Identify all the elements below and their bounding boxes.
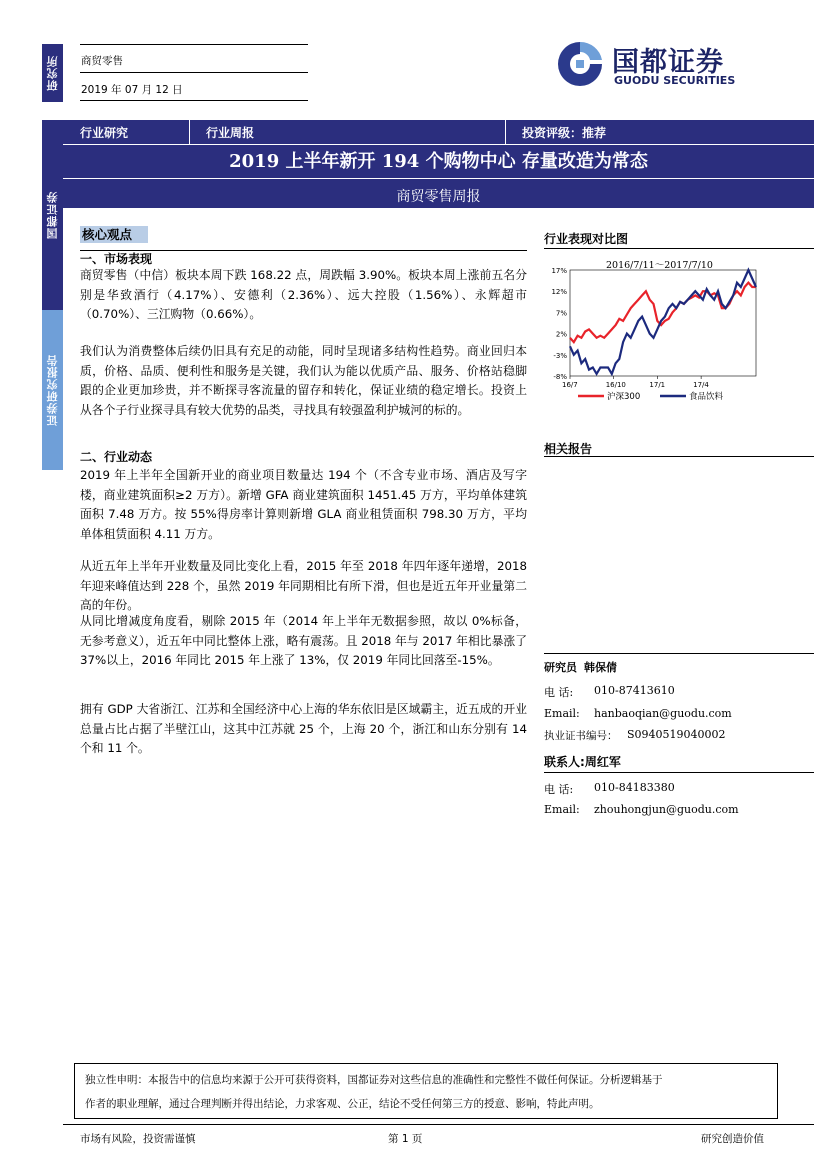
report-type-industry: 行业研究 [80, 126, 129, 140]
contact-name: 周红军 [584, 755, 621, 769]
footer-page-number: 第 1 页 [388, 1133, 423, 1145]
section-market-title: 一、市场表现 [80, 252, 153, 266]
legend-label-2: 食品饮料 [689, 392, 724, 402]
header-industry: 商贸零售 [81, 55, 123, 67]
section-dynamics-title: 二、行业动态 [80, 450, 153, 464]
contact-tel-label: 电 话: [544, 783, 574, 796]
side-tab-research: 研究所 [42, 44, 63, 102]
report-subtitle: 商贸零售周报 [396, 189, 481, 205]
analyst-name: 韩保倩 [584, 661, 617, 674]
header-rule-bottom [80, 100, 308, 101]
y-tick-label: 2% [555, 330, 567, 339]
disclaimer-line-1: 独立性申明：本报告中的信息均来源于公开可获得资料，国都证券对这些信息的准确性和完整性不做任何保证。分析逻辑基于 [85, 1074, 663, 1086]
analyst-cert-label: 执业证书编号： [544, 730, 618, 742]
related-rule [544, 456, 814, 457]
nav-separator [505, 120, 506, 144]
legend-label-1: 沪深300 [607, 392, 641, 402]
core-view-heading: 核心观点 [80, 226, 148, 243]
footer-rule [63, 1124, 814, 1125]
side-tab-company: 国都证券 [42, 120, 63, 310]
header-rule-mid [80, 72, 308, 73]
analyst-tel-label: 电 话: [544, 686, 574, 699]
analyst-email[interactable]: hanbaoqian@guodu.com [594, 707, 732, 720]
y-tick-label: 17% [551, 267, 567, 275]
analyst-email-label: Email: [544, 707, 580, 720]
analyst-role-line [544, 659, 617, 675]
header-date: 2019 年 07 月 12 日 [81, 84, 183, 96]
investment-rating: 投资评级：推荐 [522, 126, 607, 140]
report-title: 2019 上半年新开 194 个购物中心 存量改造为常态 [229, 151, 648, 172]
footer-risk-note: 市场有风险，投资需谨慎 [80, 1133, 196, 1145]
y-tick-label: -8% [553, 373, 567, 381]
header-rule-top [80, 44, 308, 45]
perf-chart-heading: 行业表现对比图 [544, 232, 629, 246]
contact-role-line [544, 753, 621, 770]
perf-chart-range: 2016/7/11～2017/7/10 [606, 260, 713, 271]
y-tick-label: 12% [551, 288, 567, 297]
contact-role: 联系人: [544, 755, 585, 769]
disclaimer-box [74, 1063, 778, 1119]
x-tick-label: 17/1 [649, 381, 666, 389]
title-rule [63, 178, 814, 179]
perf-chart [544, 262, 764, 412]
disclaimer-line-2: 作者的职业理解，通过合理判断并得出结论，力求客观、公正，结论不受任何第三方的授意、影响，特此声明。 [85, 1098, 600, 1110]
contact-tel: 010-84183380 [594, 781, 675, 794]
contact-email[interactable]: zhouhongjun@guodu.com [594, 803, 739, 816]
analyst-tel: 010-87413610 [594, 684, 675, 697]
logo-en: GUODU SECURITIES [614, 74, 736, 87]
dynamics-paragraph-3: 从同比增减度角度看，剔除 2015 年（2014 年上半年无数据参照，故以 0%标备，无参考意义），近五年中同比整体上涨，略有震荡。且 2018 年与 2017 年相比暴涨了 37%以上，2016 年同比 2015 年上涨了 13%，仅 2019 年同比回落至-15%。 [80, 614, 527, 667]
series-line-1 [570, 283, 756, 342]
analyst-rule [544, 653, 814, 654]
x-tick-label: 16/10 [605, 381, 626, 389]
analyst-role: 研究员 [544, 661, 577, 674]
y-tick-label: -3% [553, 351, 567, 360]
y-tick-label: 7% [555, 309, 567, 318]
nav-separator [189, 120, 190, 144]
x-tick-label: 17/4 [693, 381, 709, 389]
related-reports-heading: 相关报告 [544, 442, 593, 456]
company-logo [554, 36, 764, 92]
report-type-weekly: 行业周报 [206, 126, 255, 140]
analyst-cert: S0940519040002 [627, 728, 726, 741]
perf-chart-rule [544, 248, 814, 249]
dynamics-paragraph-2: 从近五年上半年开业数量及同比变化上看，2015 年至 2018 年四年逐年递增，2018 年迎来峰值达到 228 个，虽然 2019 年同期相比有所下滑，但也是近五年开业量第二高的年份。 [80, 559, 527, 612]
logo-mark-icon [554, 38, 606, 90]
footer-slogan: 研究创造价值 [701, 1133, 764, 1145]
title-band [63, 120, 814, 208]
logo-cn: 国都证券 [612, 47, 724, 78]
contact-rule [544, 772, 814, 773]
side-tab-report: 证券研究报告 [42, 310, 63, 470]
contact-email-label: Email: [544, 803, 580, 816]
dynamics-paragraph-4: 拥有 GDP 大省浙江、江苏和全国经济中心上海的华东依旧是区域霸主，近五成的开业总量占比占据了半壁江山，这其中江苏就 25 个，上海 20 个，浙江和山东分别有 14 个和 11 个。 [80, 702, 527, 755]
x-tick-label: 16/7 [562, 381, 578, 389]
report-type-row [63, 120, 814, 145]
dynamics-paragraph-1: 2019 年上半年全国新开业的商业项目数量达 194 个（不含专业市场、酒店及写字楼，商业建筑面积≥2 万方）。新增 GFA 商业建筑面积 1451.45 万方，平均单体建筑面积 7.48 万方。按 55%得房率计算则新增 GLA 商业租赁面积 798.30 万方，平均单体租赁面积 4.11 万方。 [80, 468, 527, 541]
market-paragraph-2: 我们认为消费整体后续仍旧具有充足的动能，同时呈现诸多结构性趋势。商业回归本质，价格、品质、便利性和服务是关键，我们认为能以优质产品、服务、价格站稳脚跟的企业更加珍贵，并不断探寻客流量的留存和转化，保证业绩的稳定增长。投资上从各个子行业探寻具有较大优势的品类，寻找具有较强盈利护城河的标的。 [80, 344, 527, 417]
market-paragraph-1: 商贸零售（中信）板块本周下跌 168.22 点，周跌幅 3.90%。板块本周上涨前五名分别是华致酒行（4.17%）、安德利（2.36%）、远大控股（1.56%）、永辉超市（0.70%）、三江购物（0.66%）。 [80, 268, 527, 321]
